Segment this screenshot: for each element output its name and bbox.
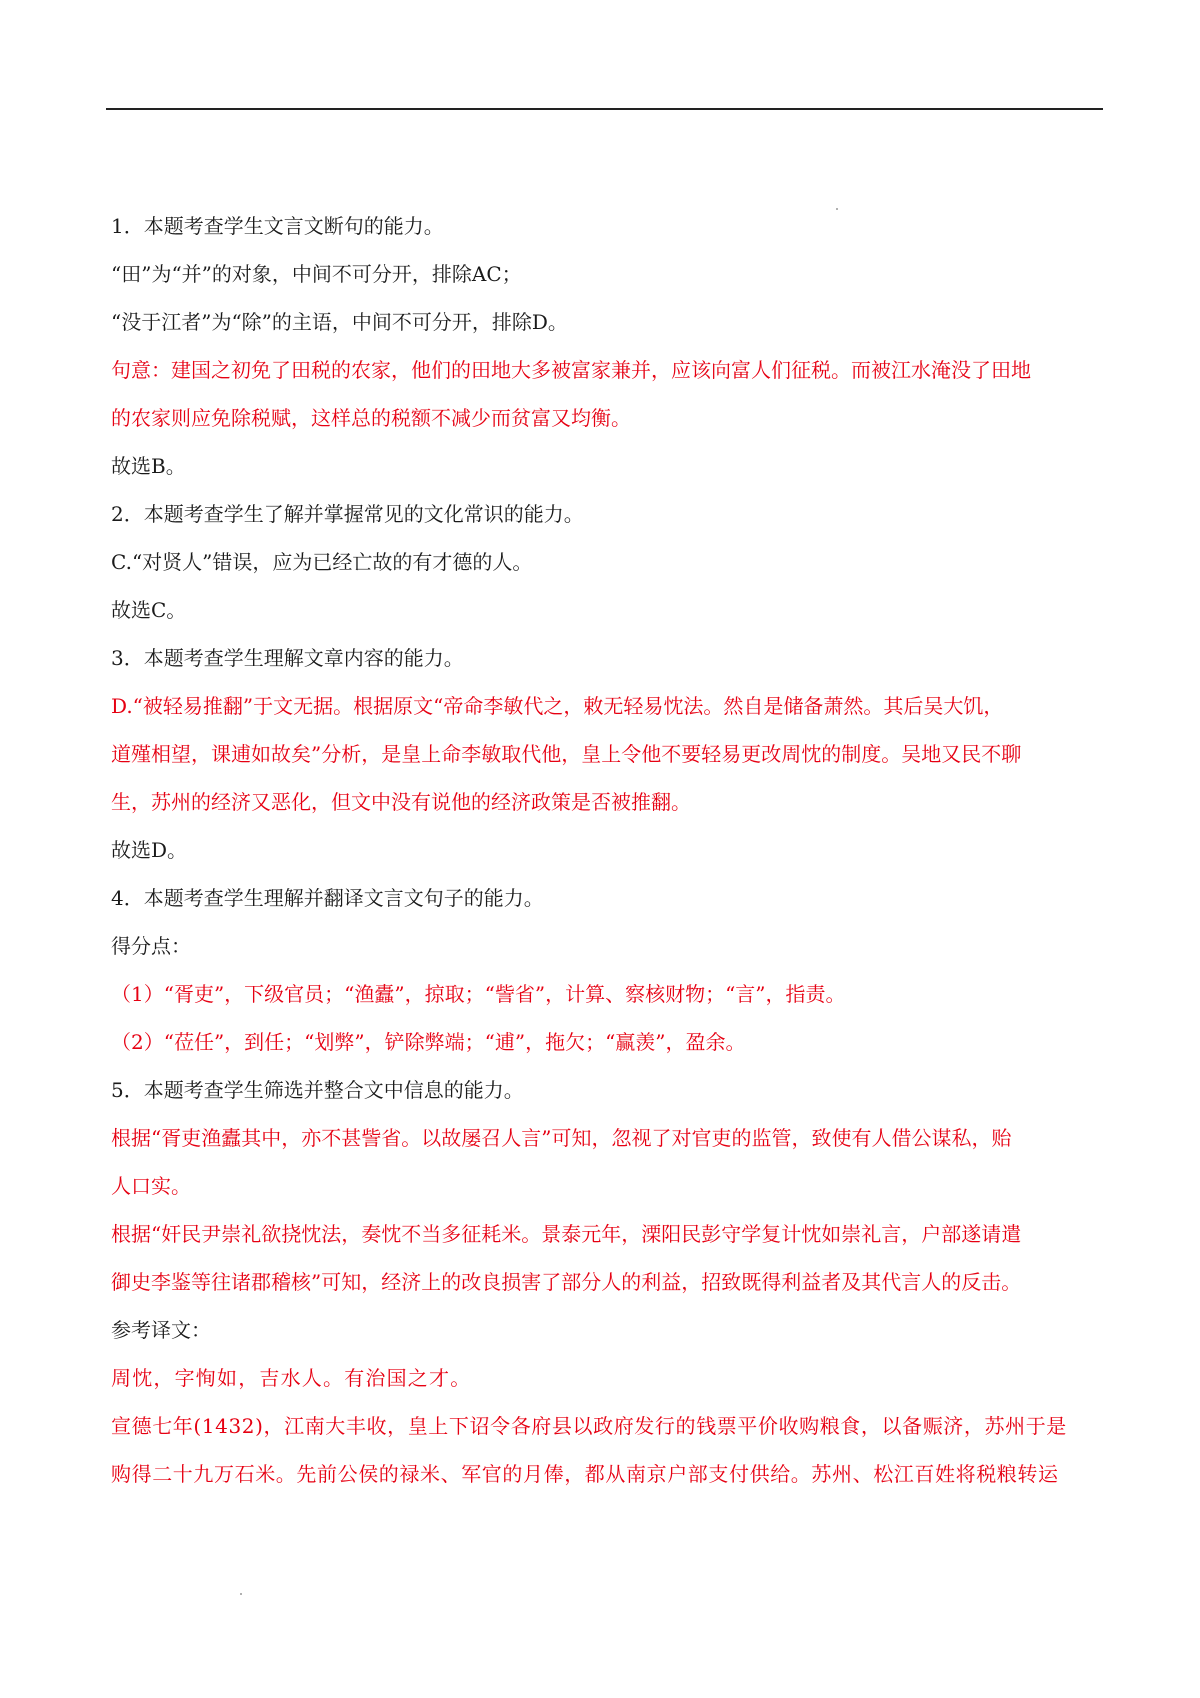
text-line: 3．本题考查学生理解文章内容的能力。 — [111, 646, 464, 670]
text-line: 根据“胥吏渔蠹其中，亦不甚訾省。以故屡召人言”可知，忽视了对官吏的监管，致使有人借公谋私，贻 — [111, 1126, 1012, 1150]
text-line: 4．本题考查学生理解并翻译文言文句子的能力。 — [111, 886, 544, 910]
text-line: 宣德七年(1432)，江南大丰收，皇上下诏令各府县以政府发行的钱票平价收购粮食，以备赈济，苏州于是 — [111, 1414, 1067, 1438]
text-line: “田”为“并”的对象，中间不可分开，排除AC； — [111, 262, 522, 286]
text-line: 的农家则应免除税赋，这样总的税额不减少而贫富又均衡。 — [111, 406, 631, 430]
text-line: 周忱，字恂如，吉水人。有治国之才。 — [111, 1366, 472, 1390]
header-rule — [106, 108, 1103, 110]
text-line: 得分点： — [111, 934, 191, 958]
text-line: “没于江者”为“除”的主语，中间不可分开，排除D。 — [111, 310, 568, 334]
text-line: 故选D。 — [111, 838, 188, 862]
text-line: C.“对贤人”错误，应为已经亡故的有才德的人。 — [111, 550, 533, 574]
text-line: 1．本题考查学生文言文断句的能力。 — [111, 214, 444, 238]
text-line: D.“被轻易推翻”于文无据。根据原文“帝命李敏代之，敕无轻易忱法。然自是储备萧然。其后吴大饥， — [111, 694, 1004, 718]
text-line: （2）“莅任”，到任；“划弊”，铲除弊端；“逋”，拖欠；“赢羡”，盈余。 — [111, 1030, 746, 1054]
text-line: 参考译文： — [111, 1318, 211, 1342]
text-line: 句意：建国之初免了田税的农家，他们的田地大多被富家兼并，应该向富人们征税。而被江水淹没了田地 — [111, 358, 1031, 382]
scan-speck — [240, 1593, 242, 1595]
text-line: 人口实。 — [111, 1174, 191, 1198]
text-line: 根据“奸民尹崇礼欲挠忱法，奏忱不当多征耗米。景泰元年，溧阳民彭守学复计忱如崇礼言，户部遂请遣 — [111, 1222, 1022, 1246]
text-line: 5．本题考查学生筛选并整合文中信息的能力。 — [111, 1078, 524, 1102]
answer-explanation-body — [111, 202, 1101, 1498]
text-line: 生，苏州的经济又恶化，但文中没有说他的经济政策是否被推翻。 — [111, 790, 691, 814]
text-line: 故选C。 — [111, 598, 187, 622]
text-line: 2．本题考查学生了解并掌握常见的文化常识的能力。 — [111, 502, 584, 526]
text-line: 故选B。 — [111, 454, 186, 478]
text-line: （1）“胥吏”，下级官员；“渔蠹”，掠取；“訾省”，计算、察核财物；“言”，指责。 — [111, 982, 846, 1006]
text-line: 购得二十九万石米。先前公侯的禄米、军官的月俸，都从南京户部支付供给。苏州、松江百姓将税粮转运 — [111, 1462, 1059, 1486]
text-line: 道殣相望，课逋如故矣”分析，是皇上命李敏取代他，皇上令他不要轻易更改周忱的制度。吴地又民不聊 — [111, 742, 1022, 766]
text-line: 御史李鉴等往诸郡稽核”可知，经济上的改良损害了部分人的利益，招致既得利益者及其代言人的反击。 — [111, 1270, 1022, 1294]
